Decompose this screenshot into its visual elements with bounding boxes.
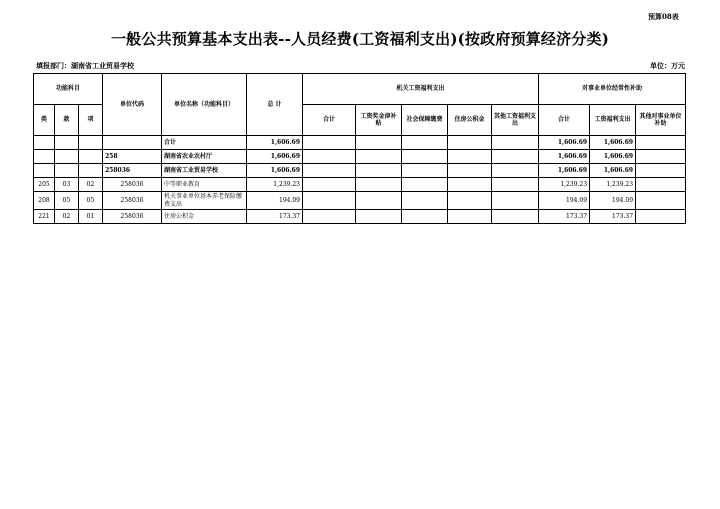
kuan-cell (55, 136, 79, 150)
org-social-security-cell (402, 210, 448, 224)
inst-subtotal-cell: 194.09 (539, 192, 590, 210)
name-cell: 机关事业单位基本养老保险缴费支出 (162, 192, 247, 210)
org-subtotal-cell (303, 178, 356, 192)
xiang-cell (79, 164, 103, 178)
table-row (34, 178, 686, 192)
inst-wage-cell: 1,606.69 (590, 164, 636, 178)
code-cell: 258036 (103, 164, 162, 178)
org-subtotal-cell (303, 164, 356, 178)
func-subject-header: 功能科目 (34, 74, 103, 105)
name-cell: 中等职业教育 (162, 178, 247, 192)
org-subtotal-cell (303, 210, 356, 224)
inst-wage-cell: 173.37 (590, 210, 636, 224)
total-cell: 173.37 (247, 210, 303, 224)
lei-header: 类 (34, 105, 55, 136)
xiang-cell: 02 (79, 178, 103, 192)
org-housing-fund-header: 住房公积金 (448, 105, 492, 136)
form-number: 预算08表 (648, 12, 679, 21)
org-other-wage-cell (492, 150, 539, 164)
inst-subtotal-cell: 173.37 (539, 210, 590, 224)
kuan-cell: 05 (55, 192, 79, 210)
inst-other-cell (636, 136, 686, 150)
lei-cell: 208 (34, 192, 55, 210)
org-other-wage-cell (492, 136, 539, 150)
code-cell: 258036 (103, 178, 162, 192)
lei-cell (34, 164, 55, 178)
org-wage-allowance-cell (356, 164, 402, 178)
org-housing-fund-cell (448, 192, 492, 210)
inst-subtotal-cell: 1,606.69 (539, 136, 590, 150)
org-social-security-cell (402, 136, 448, 150)
org-social-security-cell (402, 192, 448, 210)
xiang-cell (79, 136, 103, 150)
org-social-security-cell (402, 150, 448, 164)
org-subtotal-cell (303, 136, 356, 150)
xiang-header: 项 (79, 105, 103, 136)
inst-other-cell (636, 164, 686, 178)
org-other-wage-cell (492, 210, 539, 224)
total-header: 总 计 (247, 74, 303, 136)
xiang-cell (79, 150, 103, 164)
org-housing-fund-cell (448, 136, 492, 150)
unit-name-header: 单位名称（功能科目） (162, 74, 247, 136)
org-subtotal-header: 合计 (303, 105, 356, 136)
name-cell: 住房公积金 (162, 210, 247, 224)
xiang-cell: 05 (79, 192, 103, 210)
org-wage-allowance-cell (356, 178, 402, 192)
inst-other-header: 其他对事业单位补助 (636, 105, 686, 136)
inst-wage-cell: 1,606.69 (590, 150, 636, 164)
total-cell: 1,606.69 (247, 164, 303, 178)
org-housing-fund-cell (448, 178, 492, 192)
total-cell: 1,606.69 (247, 150, 303, 164)
org-wage-allowance-cell (356, 192, 402, 210)
xiang-cell: 01 (79, 210, 103, 224)
code-cell: 258036 (103, 210, 162, 224)
inst-other-cell (636, 150, 686, 164)
expenditure-table (33, 73, 686, 224)
department-label: 填报部门：湖南省工业贸易学校 (36, 61, 134, 70)
inst-wage-cell: 1,239.23 (590, 178, 636, 192)
inst-subtotal-cell: 1,606.69 (539, 164, 590, 178)
inst-wage-cell: 1,606.69 (590, 136, 636, 150)
inst-subsidy-header: 对事业单位经常性补助 (539, 74, 686, 105)
kuan-header: 款 (55, 105, 79, 136)
lei-cell: 221 (34, 210, 55, 224)
table-row (34, 136, 686, 150)
code-cell: 258036 (103, 192, 162, 210)
lei-cell: 205 (34, 178, 55, 192)
org-wage-allowance-cell (356, 136, 402, 150)
inst-wage-cell: 194.09 (590, 192, 636, 210)
name-cell: 合计 (162, 136, 247, 150)
total-cell: 1,606.69 (247, 136, 303, 150)
unit-code-header: 单位代码 (103, 74, 162, 136)
org-subtotal-cell (303, 192, 356, 210)
inst-subtotal-cell: 1,606.69 (539, 150, 590, 164)
inst-other-cell (636, 192, 686, 210)
code-cell (103, 136, 162, 150)
inst-wage-header: 工资福利支出 (590, 105, 636, 136)
org-other-wage-cell (492, 178, 539, 192)
page-title: 一般公共预算基本支出表--人员经费(工资福利支出)(按政府预算经济分类) (110, 30, 610, 48)
org-wage-allowance-cell (356, 210, 402, 224)
org-housing-fund-cell (448, 164, 492, 178)
org-social-security-header: 社会保障缴费 (402, 105, 448, 136)
lei-cell (34, 150, 55, 164)
kuan-cell: 02 (55, 210, 79, 224)
unit-label: 单位：万元 (650, 61, 685, 70)
code-cell: 258 (103, 150, 162, 164)
org-subtotal-cell (303, 150, 356, 164)
table-row (34, 210, 686, 224)
org-social-security-cell (402, 164, 448, 178)
name-cell: 湖南省农业农村厅 (162, 150, 247, 164)
kuan-cell (55, 164, 79, 178)
org-social-security-cell (402, 178, 448, 192)
total-cell: 1,239.23 (247, 178, 303, 192)
org-other-wage-cell (492, 192, 539, 210)
org-other-wage-cell (492, 164, 539, 178)
table-row (34, 192, 686, 210)
name-cell: 湖南省工业贸易学校 (162, 164, 247, 178)
total-cell: 194.09 (247, 192, 303, 210)
org-housing-fund-cell (448, 150, 492, 164)
kuan-cell: 03 (55, 178, 79, 192)
org-wage-allowance-cell (356, 150, 402, 164)
table-row (34, 164, 686, 178)
lei-cell (34, 136, 55, 150)
table-row (34, 150, 686, 164)
org-wage-allowance-header: 工资奖金津补贴 (356, 105, 402, 136)
inst-other-cell (636, 178, 686, 192)
org-housing-fund-cell (448, 210, 492, 224)
inst-subtotal-header: 合计 (539, 105, 590, 136)
inst-other-cell (636, 210, 686, 224)
kuan-cell (55, 150, 79, 164)
org-other-wage-header: 其他工资福利支出 (492, 105, 539, 136)
org-wage-header: 机关工资福利支出 (303, 74, 539, 105)
inst-subtotal-cell: 1,239.23 (539, 178, 590, 192)
